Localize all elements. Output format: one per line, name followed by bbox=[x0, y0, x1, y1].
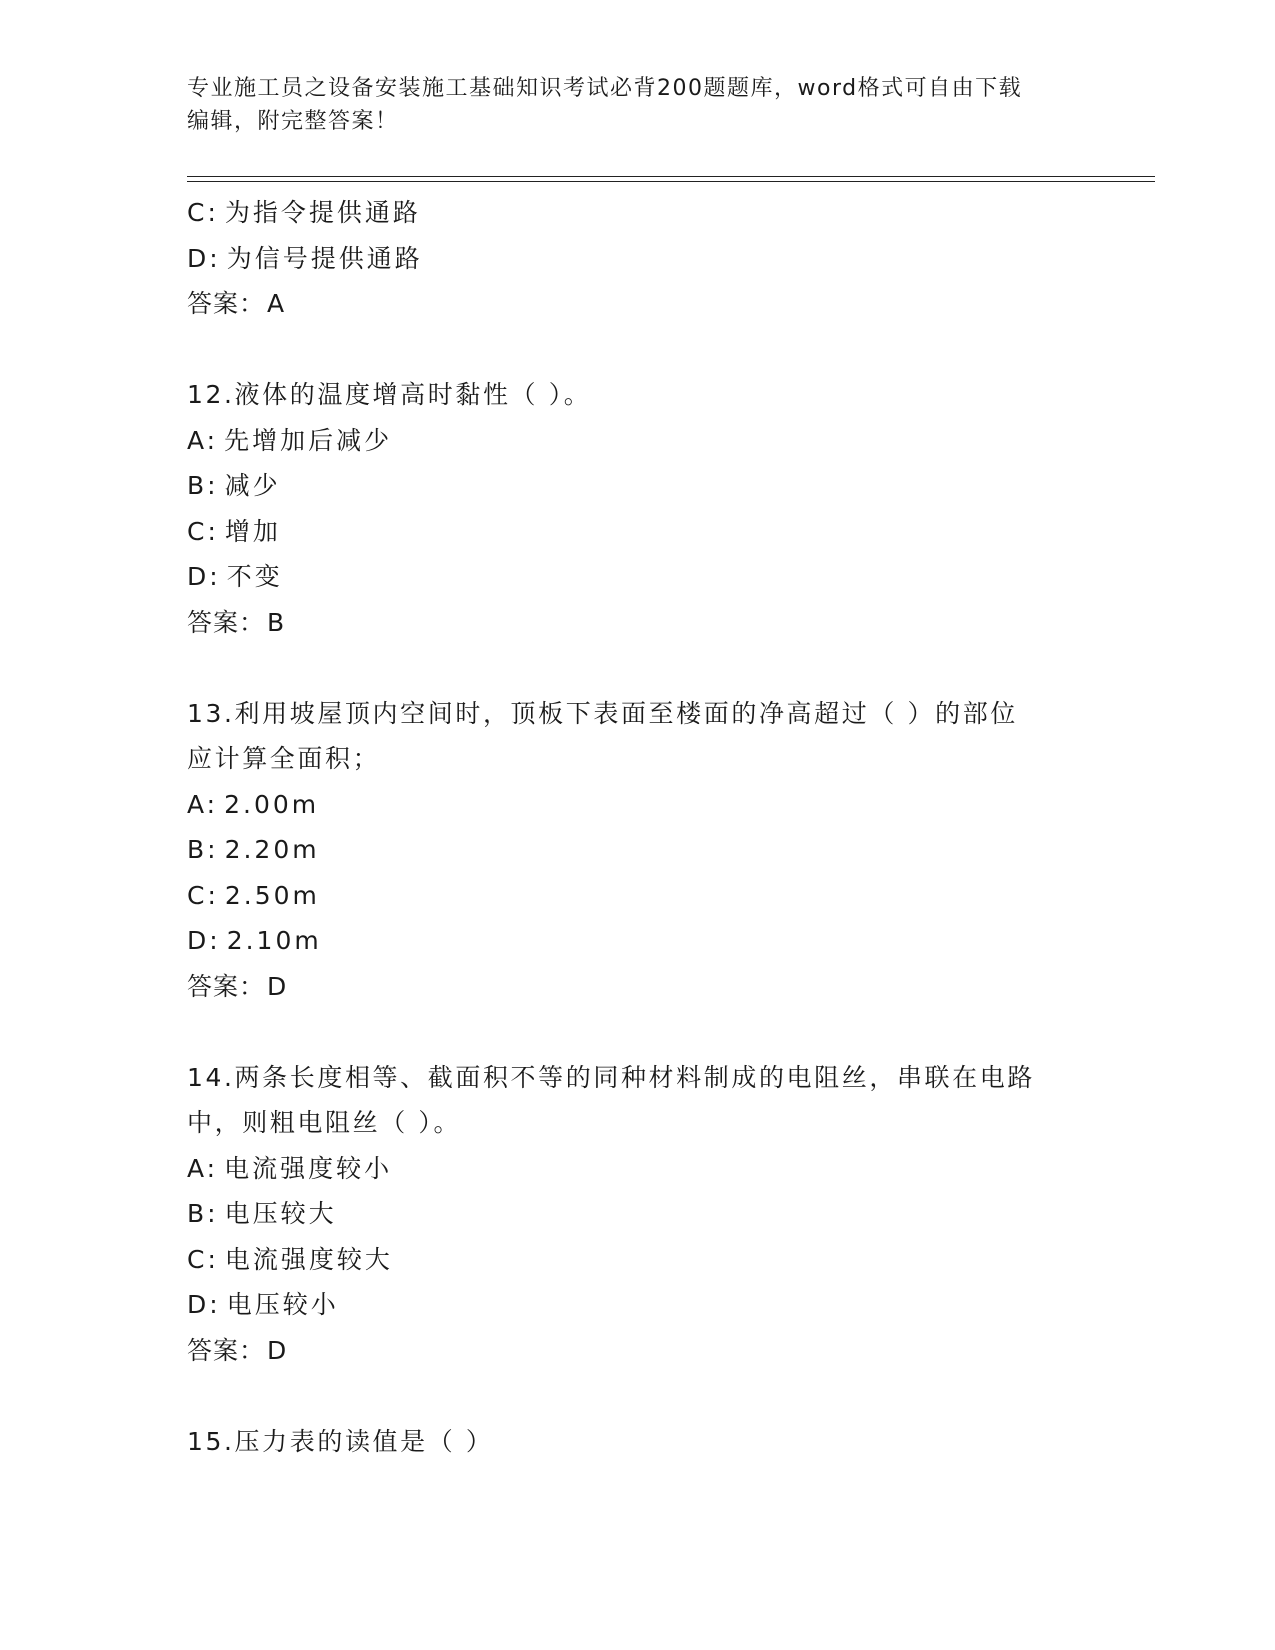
answer-value: D bbox=[267, 971, 288, 1001]
option-key: D: bbox=[187, 1290, 221, 1319]
option-a bbox=[187, 782, 1087, 828]
option-b bbox=[187, 827, 1087, 873]
option-text: 电流强度较大 bbox=[224, 1244, 393, 1274]
question-stem: 12.液体的温度增高时黏性（ ）。 bbox=[187, 380, 592, 409]
option-text: 电压较小 bbox=[226, 1290, 339, 1319]
option-text: 2.20m bbox=[224, 835, 320, 864]
option-d bbox=[187, 1282, 1087, 1328]
question-stem: 14.两条长度相等、截面积不等的同种材料制成的电阻丝，串联在电路 bbox=[187, 1062, 1035, 1092]
option-text: 为信号提供通路 bbox=[226, 243, 423, 273]
option-c bbox=[187, 509, 1087, 555]
spacer bbox=[187, 645, 1087, 691]
answer-value: D bbox=[267, 1335, 288, 1365]
answer-label: 答案： bbox=[187, 607, 266, 637]
option-key: B: bbox=[187, 835, 219, 864]
option-text: 先增加后减少 bbox=[224, 425, 393, 455]
option-text: 2.50m bbox=[224, 880, 320, 910]
document-header bbox=[187, 72, 1087, 138]
question-stem: 15.压力表的读值是（ ） bbox=[187, 1426, 494, 1456]
answer-line bbox=[187, 600, 1087, 646]
option-key: D: bbox=[187, 926, 221, 955]
option-c bbox=[187, 1237, 1087, 1283]
option-d bbox=[187, 236, 1087, 282]
header-line-2: 编辑，附完整答案！ bbox=[187, 109, 399, 134]
option-c bbox=[187, 873, 1087, 919]
answer-line bbox=[187, 964, 1087, 1010]
spacer bbox=[187, 1373, 1087, 1419]
option-text: 2.10m bbox=[226, 926, 322, 955]
option-key: C: bbox=[187, 198, 219, 227]
option-key: A: bbox=[187, 425, 219, 455]
header-divider-bottom bbox=[187, 181, 1155, 182]
option-c bbox=[187, 190, 1087, 236]
answer-label: 答案： bbox=[187, 289, 266, 318]
option-key: C: bbox=[187, 516, 219, 546]
option-key: D: bbox=[187, 562, 221, 591]
option-b bbox=[187, 463, 1087, 509]
option-text: 减少 bbox=[224, 471, 281, 500]
question-list bbox=[187, 190, 1087, 1464]
option-a bbox=[187, 418, 1087, 464]
option-key: A: bbox=[187, 1153, 219, 1183]
answer-label: 答案： bbox=[187, 1335, 266, 1365]
spacer bbox=[187, 327, 1087, 373]
answer-line bbox=[187, 281, 1087, 327]
option-text: 增加 bbox=[224, 516, 281, 546]
answer-value: B bbox=[267, 607, 286, 637]
option-key: D: bbox=[187, 243, 221, 273]
option-b bbox=[187, 1191, 1087, 1237]
option-key: A: bbox=[187, 789, 219, 819]
question-stem-continued: 中，则粗电阻丝（ ）。 bbox=[187, 1108, 462, 1137]
spacer bbox=[187, 1009, 1087, 1055]
answer-label: 答案： bbox=[187, 971, 266, 1001]
option-key: C: bbox=[187, 880, 219, 910]
answer-value: A bbox=[267, 289, 286, 318]
option-text: 电压较大 bbox=[224, 1199, 337, 1228]
option-text: 2.00m bbox=[224, 789, 320, 819]
question-stem: 13.利用坡屋顶内空间时，顶板下表面至楼面的净高超过（ ）的部位 bbox=[187, 698, 1018, 728]
option-d bbox=[187, 554, 1087, 600]
header-divider-top bbox=[187, 176, 1155, 177]
option-d bbox=[187, 918, 1087, 964]
option-text: 电流强度较小 bbox=[224, 1153, 393, 1183]
option-text: 为指令提供通路 bbox=[224, 198, 421, 227]
question-stem-continued: 应计算全面积； bbox=[187, 744, 381, 773]
option-text: 不变 bbox=[226, 562, 283, 591]
option-key: C: bbox=[187, 1244, 219, 1274]
header-line-1: 专业施工员之设备安装施工基础知识考试必背200题题库，word格式可自由下载 bbox=[187, 76, 1023, 101]
option-key: B: bbox=[187, 471, 219, 500]
option-a bbox=[187, 1146, 1087, 1192]
answer-line bbox=[187, 1328, 1087, 1374]
option-key: B: bbox=[187, 1199, 219, 1228]
